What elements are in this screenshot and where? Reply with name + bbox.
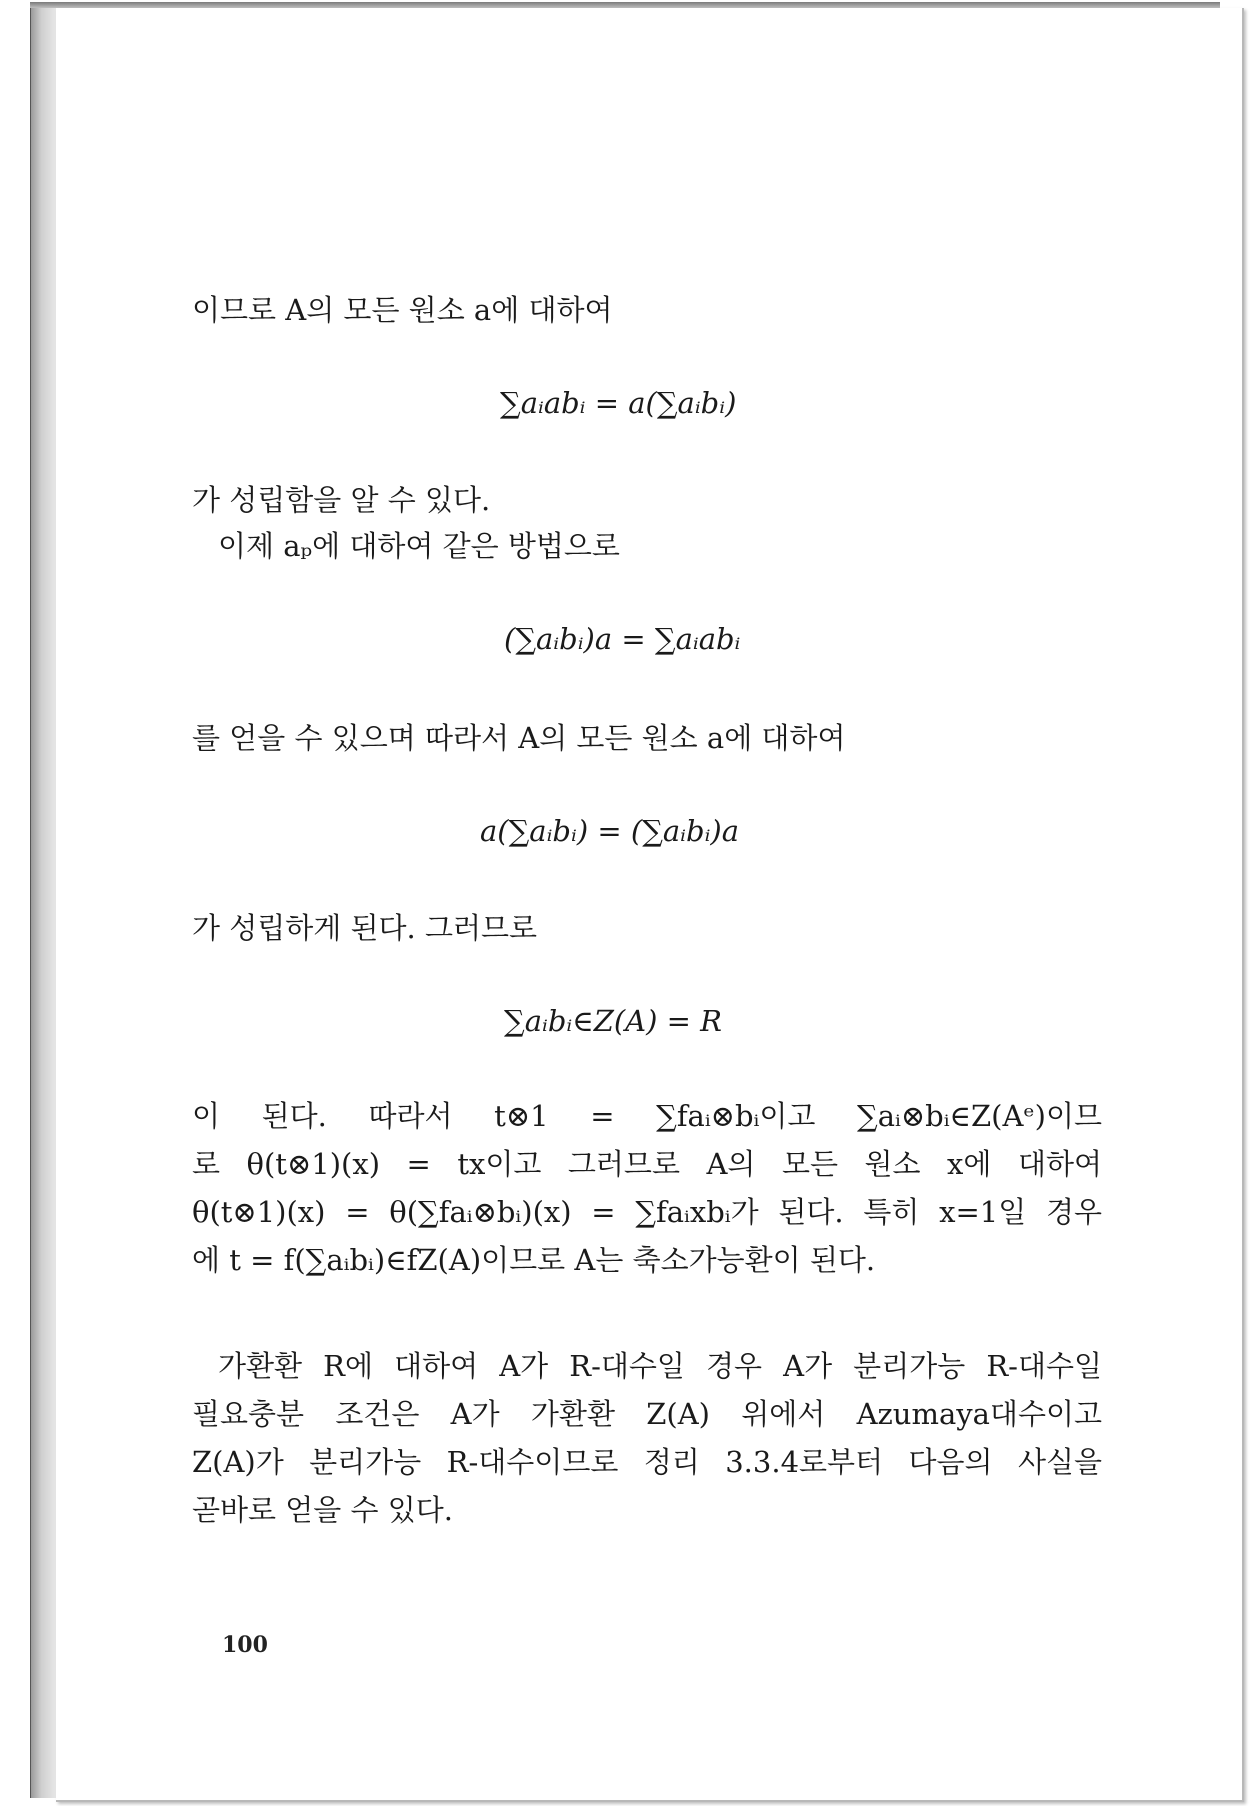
text-line: 이므로 A의 모든 원소 a에 대하여 xyxy=(192,293,613,327)
text-line: 가 성립함을 알 수 있다. xyxy=(192,483,491,517)
text-line: 이제 aₚ에 대하여 같은 방법으로 xyxy=(218,529,620,563)
text-line: Z(A)가 분리가능 R-대수이므로 정리 3.3.4로부터 다음의 사실을 xyxy=(192,1445,1102,1479)
equation: ∑aᵢbᵢ∈Z(A) = R xyxy=(504,1004,722,1038)
equation: (∑aᵢbᵢ)a = ∑aᵢabᵢ xyxy=(504,622,741,656)
text-line: 를 얻을 수 있으며 따라서 A의 모든 원소 a에 대하여 xyxy=(192,721,846,755)
text-line: 에 t = f(∑aᵢbᵢ)∈fZ(A)이므로 A는 축소가능환이 된다. xyxy=(192,1243,876,1277)
text-line: 필요충분 조건은 A가 가환환 Z(A) 위에서 Azumaya대수이고 xyxy=(192,1397,1102,1431)
paragraph xyxy=(192,1342,1102,1534)
text-line: 이 된다. 따라서 t⊗1 = ∑faᵢ⊗bᵢ이고 ∑aᵢ⊗bᵢ∈Z(Aᵉ)이므 xyxy=(192,1099,1102,1133)
text-line: 가 성립하게 된다. 그러므로 xyxy=(192,911,538,945)
page-number: 100 xyxy=(222,1632,268,1658)
text-line: 가환환 R에 대하여 A가 R-대수일 경우 A가 분리가능 R-대수일 xyxy=(218,1349,1102,1383)
equation: a(∑aᵢbᵢ) = (∑aᵢbᵢ)a xyxy=(480,814,740,848)
book-spine-edge xyxy=(30,8,57,1798)
text-line: 곧바로 얻을 수 있다. xyxy=(192,1493,453,1527)
equation: ∑aᵢabᵢ = a(∑aᵢbᵢ) xyxy=(500,386,737,420)
text-line: θ(t⊗1)(x) = θ(∑faᵢ⊗bᵢ)(x) = ∑faᵢxbᵢ가 된다. 특히 x=1일 경우 xyxy=(192,1195,1102,1229)
paragraph xyxy=(192,1092,1102,1284)
text-line: 로 θ(t⊗1)(x) = tx이고 그러므로 A의 모든 원소 x에 대하여 xyxy=(192,1147,1102,1181)
